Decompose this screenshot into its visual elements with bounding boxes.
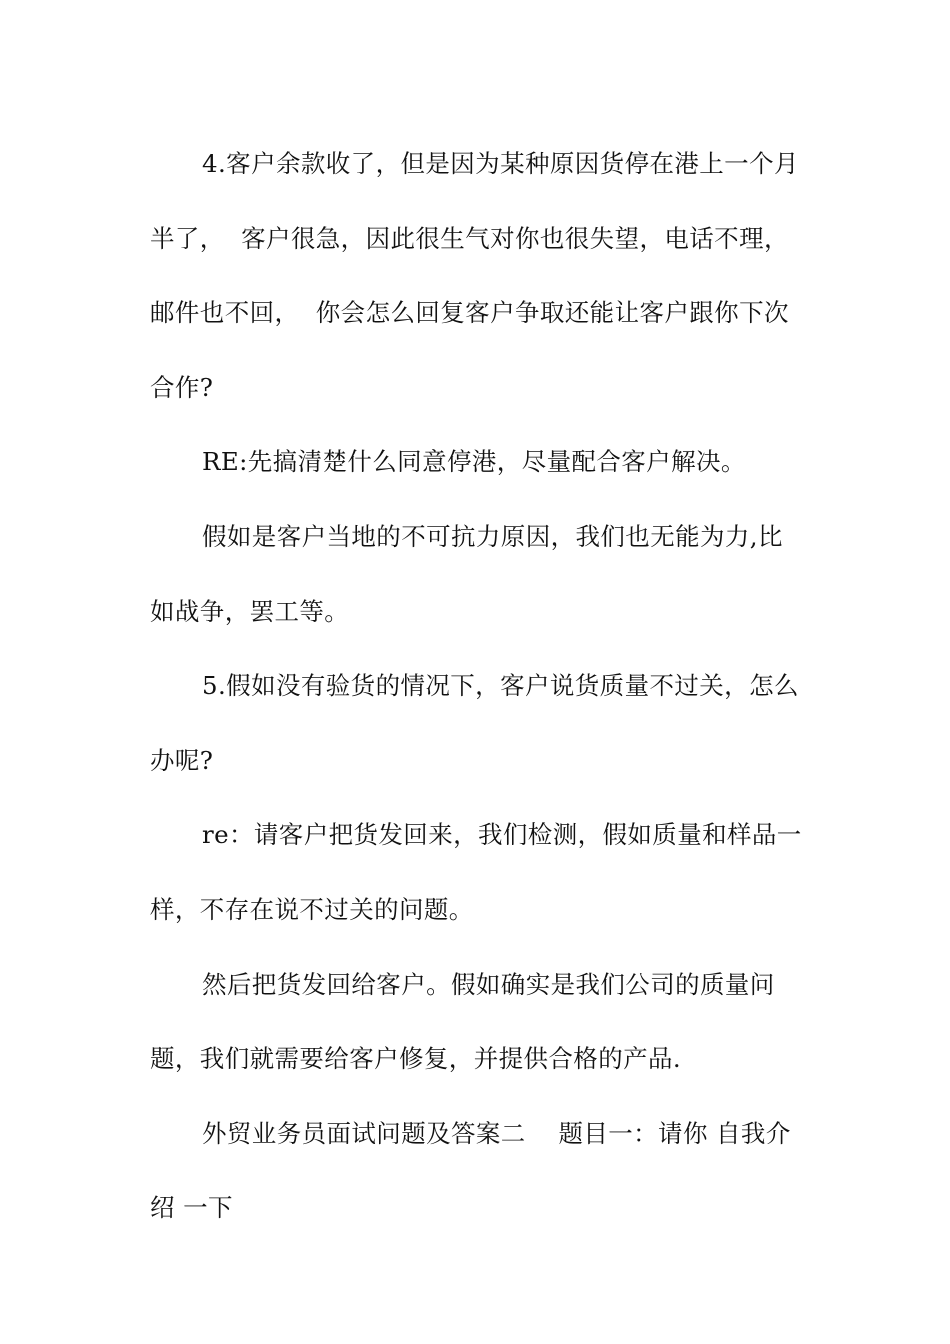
paragraph-answer-4-part-2: 假如是客户当地的不可抗力原因，我们也无能为力,比如战争，罢工等。 [150,521,783,626]
paragraph-section-two-heading: 外贸业务员面试问题及答案二 题目一：请你 自我介绍 一下 [150,1118,791,1223]
paragraph-question-4: 4.客户余款收了，但是因为某种原因货停在港上一个月半了， 客户很急，因此很生气对你也很失望，电话不理，邮件也不回， 你会怎么回复客户争取还能让客户跟你下次合作? [150,149,799,402]
paragraph-answer-5-part-2: 然后把货发回给客户。假如确实是我们公司的质量问题，我们就需要给客户修复，并提供合格的产品. [150,969,775,1074]
paragraph-answer-4-part-1: RE:先搞清楚什么同意停港，尽量配合客户解决。 [202,447,746,477]
document-body [150,127,802,1246]
paragraph-answer-5-part-1: re：请客户把货发回来，我们检测，假如质量和样品一样，不存在说不过关的问题。 [150,820,802,924]
paragraph-question-5: 5.假如没有验货的情况下，客户说货质量不过关，怎么办呢? [150,671,799,775]
